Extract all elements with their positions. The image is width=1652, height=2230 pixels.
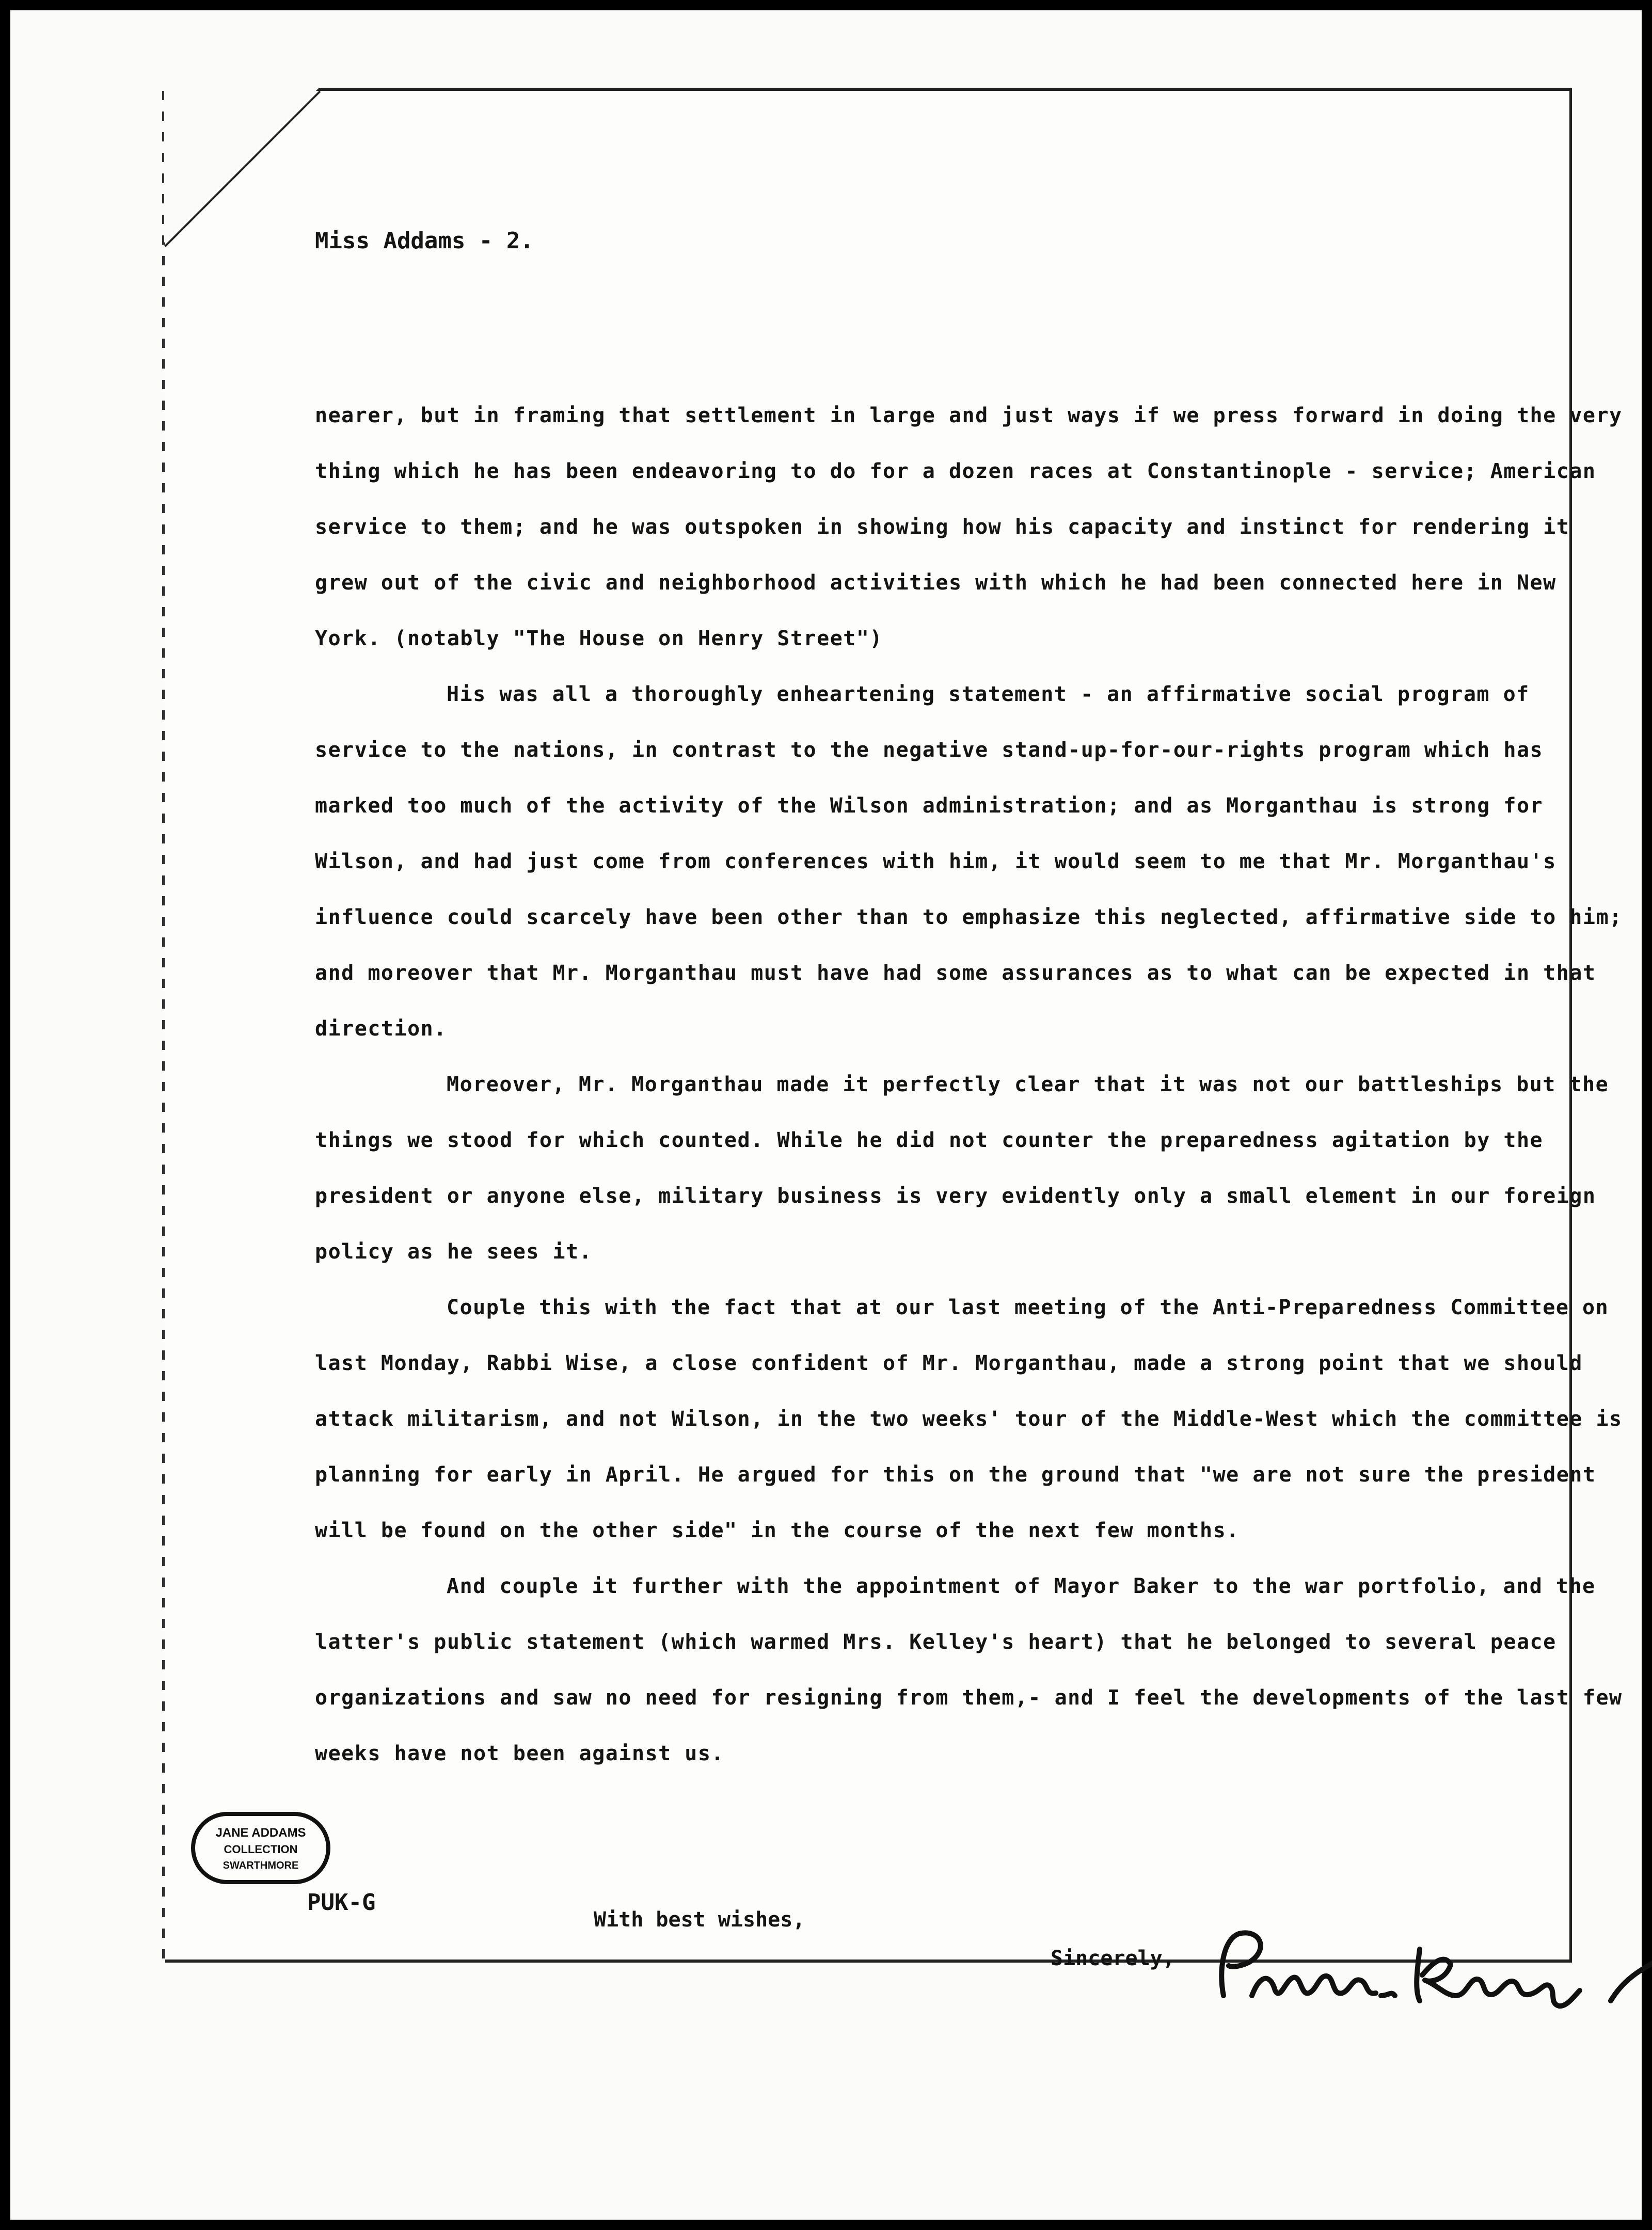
stamp-line-1: JANE ADDAMS <box>215 1826 306 1840</box>
signoff: Sincerely, <box>1051 1947 1175 1970</box>
page-header: Miss Addams - 2. <box>315 228 534 254</box>
paragraph-3: Moreover, Mr. Morganthau made it perfectly clear that it was not our battleships but the things we stood for which counted. While he did not counter the preparedness agitation by the president or anyone else, military business is very evidently only a small element in our foreign policy as he sees it. <box>315 1073 1609 1264</box>
handwritten-signature <box>1203 1918 1652 2021</box>
paragraph-2: His was all a thoroughly enheartening statement - an affirmative social program of service to the nations, in contrast to the negative stand-up-for-our-rights program which has marked too much of the activity of the Wilson administration; and as Morganthau is strong for Wilson, and had just come from conferences with him, it would seem to me that Mr. Morganthau's influence could scarcely have been other than to emphasize this neglected, affirmative side to him; and moreover that Mr. Morganthau must have had some assurances as to what can be expected in that direction. <box>315 682 1623 1041</box>
stamp-line-3: SWARTHMORE <box>223 1860 299 1871</box>
letter-sheet <box>165 88 1623 1970</box>
typist-initials: PUK-G <box>307 1889 376 1916</box>
stamp-line-2: COLLECTION <box>224 1843 298 1856</box>
paragraph-4: Couple this with the fact that at our last meeting of the Anti-Preparedness Committee on last Monday, Rabbi Wise, a close confident of Mr. Morganthau, made a strong point that we should attack militarism, and not Wilson, in the two weeks' tour of the Middle-West which the committee is planning for early in April. He argued for this on the ground that "we are not sure the president will be found on the other side" in the course of the next few months. <box>315 1296 1623 1542</box>
folded-corner <box>164 88 319 243</box>
archive-stamp <box>191 1812 330 1884</box>
letter-body <box>315 388 1626 1781</box>
closing-line: With best wishes, <box>594 1908 805 1932</box>
scanned-page <box>10 10 1642 2220</box>
paragraph-5: And couple it further with the appointment of Mayor Baker to the war portfolio, and the latter's public statement (which warmed Mrs. Kelley's heart) that he belonged to several peace organizations and saw no need for resigning from them,- and I feel the developments of the last few weeks have not been against us. <box>315 1574 1623 1765</box>
paragraph-1: nearer, but in framing that settlement in large and just ways if we press forward in doing the very thing which he has been endeavoring to do for a dozen races at Constantinople - service; American service to them; and he was outspoken in showing how his capacity and instinct for rendering it grew out of the civic and neighborhood activities with which he had been connected here in New York. (notably "The House on Henry Street") <box>315 404 1623 650</box>
